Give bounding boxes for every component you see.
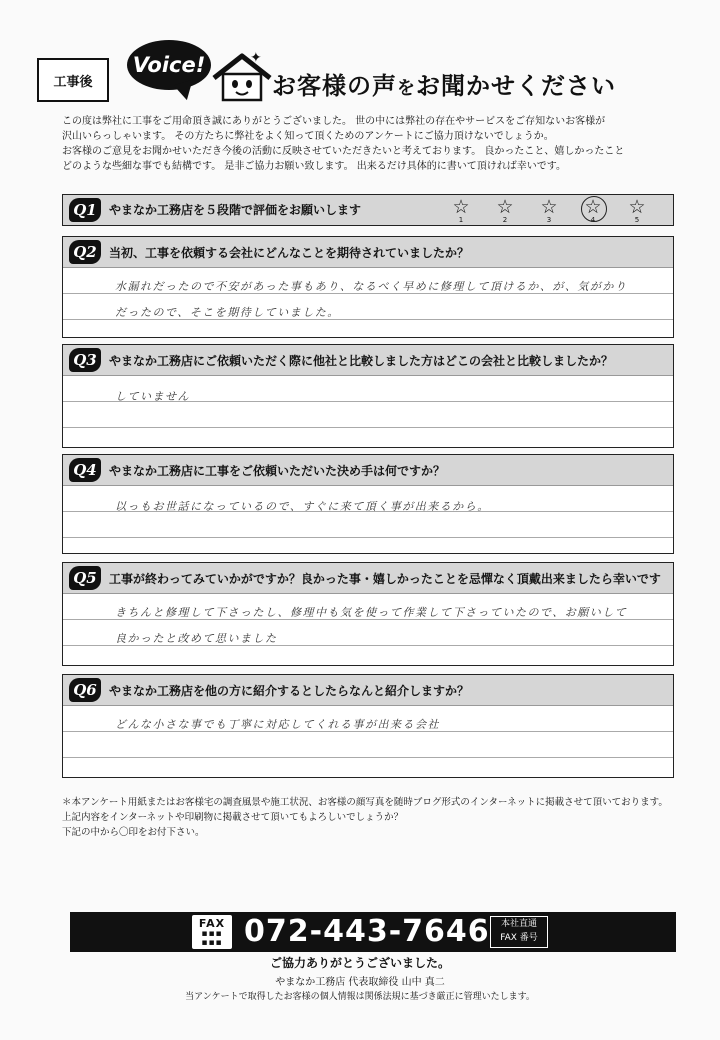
fax-number: 072-443-7646 xyxy=(244,914,490,949)
privacy-note: 当アンケートで取得したお客様の個人情報は関係法規に基づき厳正に管理いたします。 xyxy=(185,992,535,1002)
star-4-icon[interactable]: ☆ 4 xyxy=(571,197,615,223)
question-4 xyxy=(62,454,674,554)
company-signature: やまなか工務店 代表取締役 山中 真二 xyxy=(275,977,445,988)
question-text: 工事が終わってみていかがですか？良かった事・嬉しかったことを忌憚なく頂戴出来ましたら幸いです xyxy=(109,571,661,586)
house-face-icon xyxy=(210,52,274,106)
answer-line: だったので、そこを期待していました。 xyxy=(115,306,340,319)
question-number: Q5 xyxy=(69,566,101,590)
star-1-icon[interactable]: ☆ 1 xyxy=(452,196,470,224)
intro-text: この度は弊社に工事をご用命頂き誠にありがとうございました。 世の中には弊社の存在やサービスをご存知ないお客様が 沢山いらっしゃいます。 その方たちに弊社をよく知って頂くためのアンケートにご協力頂けないでしょうか。 お客様のご意見をお聞かせいただき今後の活動に反映させていただきたいと考えております。 良かったこと、嬉しかったこと どのような些細な事でも結構です。 是非ご協力お願い致します。 出来るだけ具体的に書いて頂ければ幸いです。 xyxy=(62,116,625,172)
thanks-text: ご協力ありがとうございました。 xyxy=(269,956,450,970)
rating-stars xyxy=(439,197,659,223)
question-number: Q1 xyxy=(69,198,101,222)
question-1 xyxy=(62,194,674,226)
question-text: 当初、工事を依頼する会社にどんなことを期待されていましたか？ xyxy=(109,245,470,260)
answer-line: していません xyxy=(115,390,190,403)
question-text: やまなか工務店を他の方に紹介するとしたらなんと紹介しますか？ xyxy=(109,683,470,698)
question-3 xyxy=(62,344,674,448)
question-text: やまなか工務店に工事をご依頼いただいた決め手は何ですか？ xyxy=(109,463,446,478)
fax-label: 本社直通 FAX 番号 xyxy=(490,916,548,948)
answer-line: 以っもお世話になっているので、すぐに来て頂く事が出来るから。 xyxy=(115,500,490,513)
publication-notes: ＊本アンケート用紙またはお客様宅の調査風景や施工状況、お客様の顔写真を随時ブログ形式のインターネットに掲載させて頂いております。 上記内容をインターネットや印刷物に掲載させて頂いてもよろしいでしょうか？ 下記の中から〇印をお付下さい。 xyxy=(62,797,668,838)
question-number: Q4 xyxy=(69,458,101,482)
question-5 xyxy=(62,562,674,666)
answer-line: 良かったと改めて思いました xyxy=(115,632,278,645)
star-5-icon[interactable]: ☆ 5 xyxy=(628,196,646,224)
question-2 xyxy=(62,236,674,338)
answer-line: どんな小さな事でも丁寧に対応してくれる事が出来る会社 xyxy=(115,718,440,731)
answer-line: きちんと修理して下さったし、修理中も気を使って作業して下さっていたので、お願いして xyxy=(115,606,628,619)
question-6 xyxy=(62,674,674,778)
answer-line: 水漏れだったので不安があった事もあり、なるべく早めに修理して頂けるか、が、気がかり xyxy=(115,280,628,293)
sparkle-icon: ✦ xyxy=(250,50,262,66)
question-text: やまなか工務店にご依頼いただく際に他社と比較しました方はどこの会社と比較しましたか？ xyxy=(109,353,614,368)
star-3-icon[interactable]: ☆ 3 xyxy=(540,196,558,224)
question-number: Q3 xyxy=(69,348,101,372)
question-number: Q6 xyxy=(69,678,101,702)
fax-bar xyxy=(70,912,676,952)
fax-icon: FAX ▪▪▪ ▪▪▪ xyxy=(192,915,232,949)
after-construction-tag: 工事後 xyxy=(37,58,109,102)
star-2-icon[interactable]: ☆ 2 xyxy=(496,196,514,224)
question-text: やまなか工務店を５段階で評価をお願いします xyxy=(109,203,362,217)
question-number: Q2 xyxy=(69,240,101,264)
page-title: お客様の声をお聞かせください xyxy=(272,72,616,100)
voice-bubble: Voice! xyxy=(127,40,211,90)
